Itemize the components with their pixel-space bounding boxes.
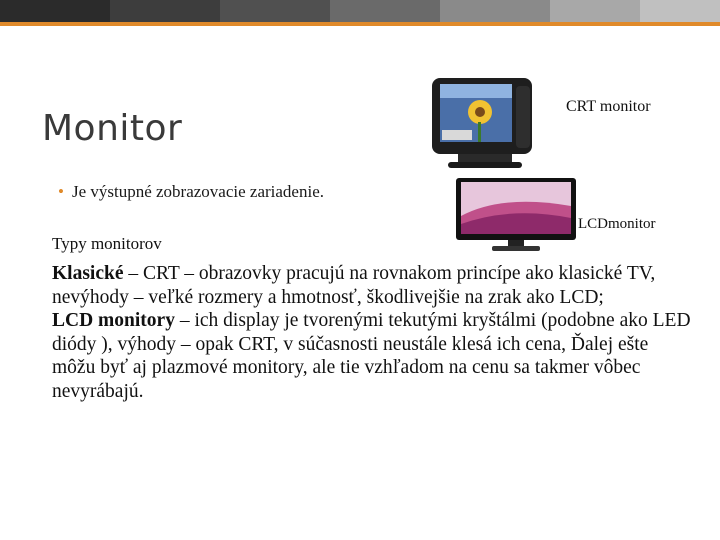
decor-segment <box>550 0 640 22</box>
decor-segment <box>640 0 720 22</box>
paragraph-crt-text: – CRT – obrazovky pracujú na rovnakom princípe ako klasické TV, nevýhody – veľké rozmery a hmotnosť, škodlivejšie na zrak ako LCD; <box>52 263 656 308</box>
decor-segment <box>220 0 330 22</box>
lcd-monitor-image <box>452 176 580 254</box>
accent-line <box>0 22 720 26</box>
paragraph-crt-term: Klasické <box>52 263 124 284</box>
section-subheading: Typy monitorov <box>52 234 162 253</box>
lcd-caption: LCDmonitor <box>578 216 656 232</box>
slide-title: Monitor <box>42 108 183 149</box>
body-text <box>52 262 692 403</box>
paragraph-lcd-term: LCD monitory <box>52 310 175 331</box>
top-decor-bar <box>0 0 720 22</box>
bullet-text: Je výstupné zobrazovacie zariadenie. <box>71 182 324 201</box>
bullet-item <box>58 182 324 202</box>
crt-caption: CRT monitor <box>566 98 651 115</box>
bullet-dot-icon: • <box>58 182 64 201</box>
paragraph-lcd-text: – ich display je tvorenými tekutými kryštálmi (podobne ako LED diódy ), výhody – opak CRT, v súčasnosti neustále klesá ich cena, Ďalej ešte môžu byť aj plazmové monitory, ale tie vzhľadom na cenu sa takmer vôbec nevyrábajú. <box>52 310 691 402</box>
paragraph-crt <box>52 262 692 309</box>
decor-segment <box>110 0 220 22</box>
decor-segment <box>330 0 440 22</box>
crt-monitor-image <box>428 72 540 170</box>
paragraph-lcd <box>52 309 692 403</box>
decor-segment <box>0 0 110 22</box>
decor-segment <box>440 0 550 22</box>
